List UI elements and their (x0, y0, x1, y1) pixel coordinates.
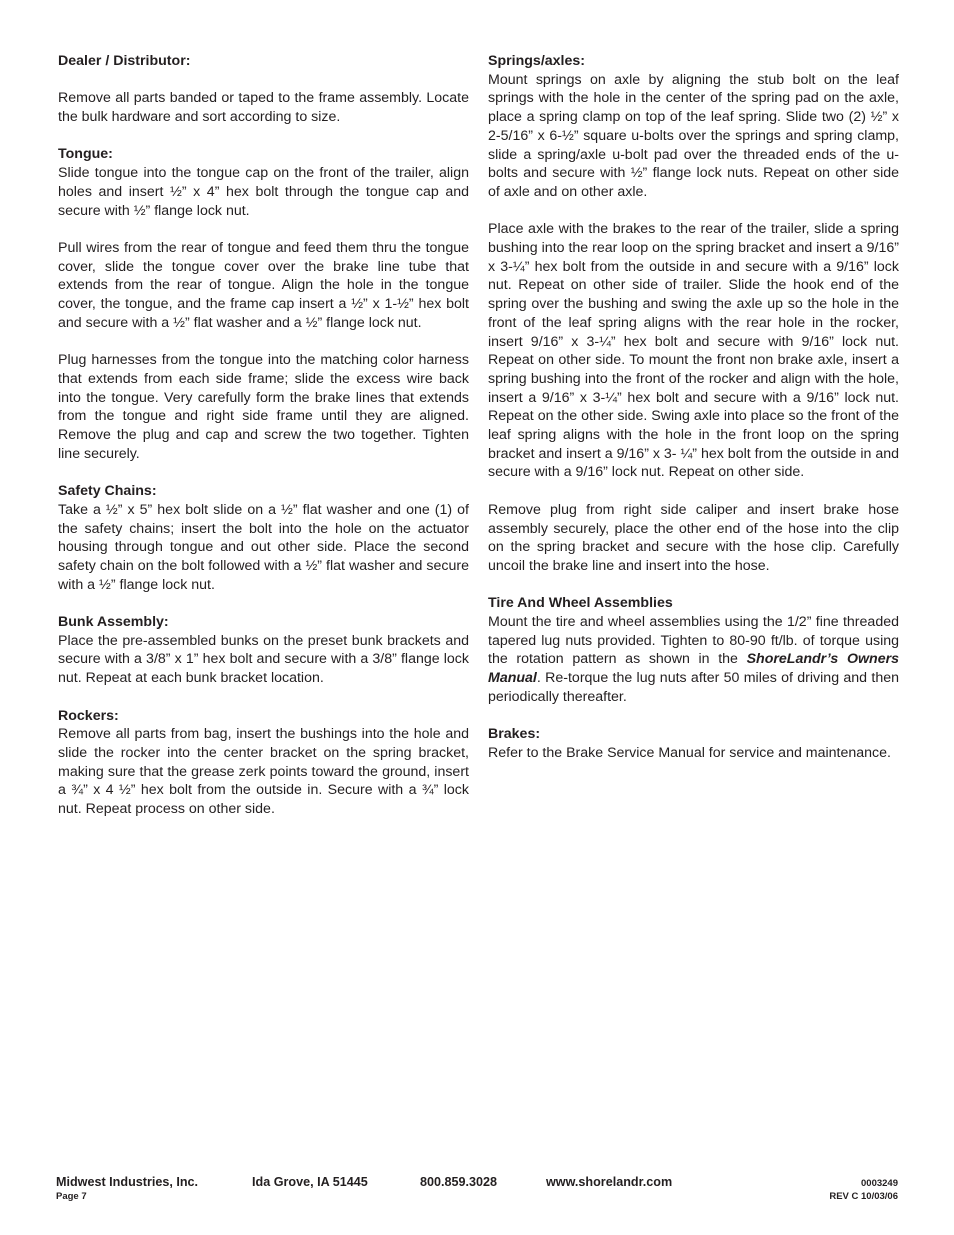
springs-section (488, 52, 899, 202)
tire-wheel-text (488, 613, 899, 707)
tongue-section (58, 145, 469, 220)
springs-paragraph-1: Mount springs on axle by aligning the stub bolt on the leaf springs with the hole in the center of the spring pad on the axle, place a spring clamp on top of the leaf spring. Slide two (2) ½” x 2-5/16” x 6-½” square u-bolts over the springs and spring clamp, slide a spring/axle u-bolt pad over the threaded ends of the u-bolts and secure with ½” flange lock nuts. Repeat on other side of axle and on other axle. (488, 71, 899, 200)
bunk-assembly-text: Place the pre-assembled bunks on the preset bunk brackets and secure with a 3/8” x 1” hex bolt and secure with a 3/8” flange lock nut. Repeat at each bunk bracket location. (58, 632, 469, 687)
tire-wheel-heading: Tire And Wheel Assemblies (488, 595, 673, 612)
bunk-assembly-section (58, 613, 469, 688)
footer-company: Midwest Industries, Inc. (56, 1175, 199, 1189)
springs-paragraph-2: Place axle with the brakes to the rear of the trailer, slide a spring bushing into the rear loop on the spring bracket and insert a 9/16” x 3-¼” hex bolt from the outside in and secure with a 9/16” lock nut. Repeat on other side of trailer. Slide the hook end of the spring over the bushing and swing the axle up so the hole in the front of the leaf spring aligns with the rear hole in the rocker, insert 9/16” x 3-¼” hex bolt and secure with 9/16” lock nut. Repeat on other side. To mount the front non brake axle, insert a spring bushing into the front of the rocker and align with the hole, insert a 9/16” x 3-¼” hex bolt and secure with a 9/16” lock nut. Repeat on the other side. Swing axle into place so the front of the leaf spring aligns with the hole in the front loop on the spring bracket and insert a 9/16” x 3- ¼” hex bolt from the outside in and secure with a 9/16” lock nut. Repeat on other side. (488, 221, 899, 481)
brakes-heading: Brakes: (488, 726, 541, 743)
brakes-text: Refer to the Brake Service Manual for service and maintenance. (488, 744, 891, 761)
harness-section (58, 351, 469, 463)
right-column (488, 52, 899, 781)
footer-revision: REV C 10/03/06 (829, 1191, 898, 1202)
footer-doc-number: 0003249 (861, 1178, 898, 1189)
dealer-heading: Dealer / Distributor: (58, 53, 191, 69)
brakes-section (488, 725, 899, 762)
dealer-section (58, 52, 469, 127)
tongue-paragraph-2: Pull wires from the rear of tongue and feed them thru the tongue cover, slide the tongue cover over the brake line tube that extends from the rear of tongue. Align the hole in the tongue cover, the tongue, and the frame cap insert a ½” x 1-½” hex bolt and secure with a ½” flat washer and a ½” flange lock nut. (58, 239, 469, 331)
tire-text-after: . Re-torque the lug nuts after 50 miles of driving and then periodically thereafter. (488, 670, 899, 705)
springs-heading: Springs/axles: (488, 53, 585, 69)
bunk-assembly-heading: Bunk Assembly: (58, 614, 169, 630)
footer-website: www.shorelandr.com (546, 1175, 673, 1189)
rockers-heading: Rockers: (58, 707, 119, 724)
brake-hose-section (488, 501, 899, 576)
tire-text-before: Mount the tire and wheel assemblies using the 1/2” fine threaded tapered lug nuts provided. Tighten to 80-90 ft/lb. of torque using the rotation pattern as shown in the (488, 614, 899, 668)
safety-chains-section (58, 482, 469, 594)
footer-phone: 800.859.3028 (420, 1175, 498, 1189)
safety-chains-heading: Safety Chains: (58, 483, 157, 500)
tongue-paragraph-1: Slide tongue into the tongue cap on the front of the trailer, align holes and insert ½” x 4” hex bolt through the tongue cap and secure with ½” flange lock nut. (58, 165, 469, 219)
tongue-heading: Tongue: (58, 146, 113, 163)
rockers-section (58, 707, 469, 819)
owners-manual-title: ShoreLandr’s Owners Manual (488, 651, 899, 687)
tongue-cover-section (58, 239, 469, 333)
tire-wheel-section (488, 594, 899, 706)
dealer-text: Remove all parts banded or taped to the frame assembly. Locate the bulk hardware and sort according to size. (58, 90, 469, 126)
page-footer (56, 1175, 898, 1205)
left-column (58, 52, 469, 837)
rockers-text: Remove all parts from bag, insert the bushings into the hole and slide the rocker into the center bracket on the spring bracket, making sure that the grease zerk points toward the ground, insert a ¾” x 4 ½” hex bolt from the outside in. Secure with a ¾” lock nut. Repeat process on other side. (58, 726, 469, 818)
footer-page-number: Page 7 (56, 1191, 87, 1202)
safety-chains-text: Take a ½” x 5” hex bolt slide on a ½” flat washer and one (1) of the safety chains; insert the bolt into the hole on the actuator housing through tongue and out other side. Place the second safety chain on the bolt followed with a ½” flat washer and secure with a ½” flange lock nut. (58, 501, 469, 593)
springs-paragraph-3: Remove plug from right side caliper and insert brake hose assembly securely, place the other end of the hose into the clip on the spring bracket and secure with the hose clip. Carefully uncoil the brake line and insert into the hose. (488, 501, 899, 574)
footer-city: Ida Grove, IA 51445 (252, 1175, 368, 1189)
tongue-paragraph-3: Plug harnesses from the tongue into the matching color harness that extends from each side frame; slide the excess wire back into the tongue. Very carefully form the brake lines that extends from the tongue and right side frame until they are aligned. Remove the plug and cap and screw the two together. Tighten line securely. (58, 352, 469, 462)
axle-section (488, 220, 899, 482)
